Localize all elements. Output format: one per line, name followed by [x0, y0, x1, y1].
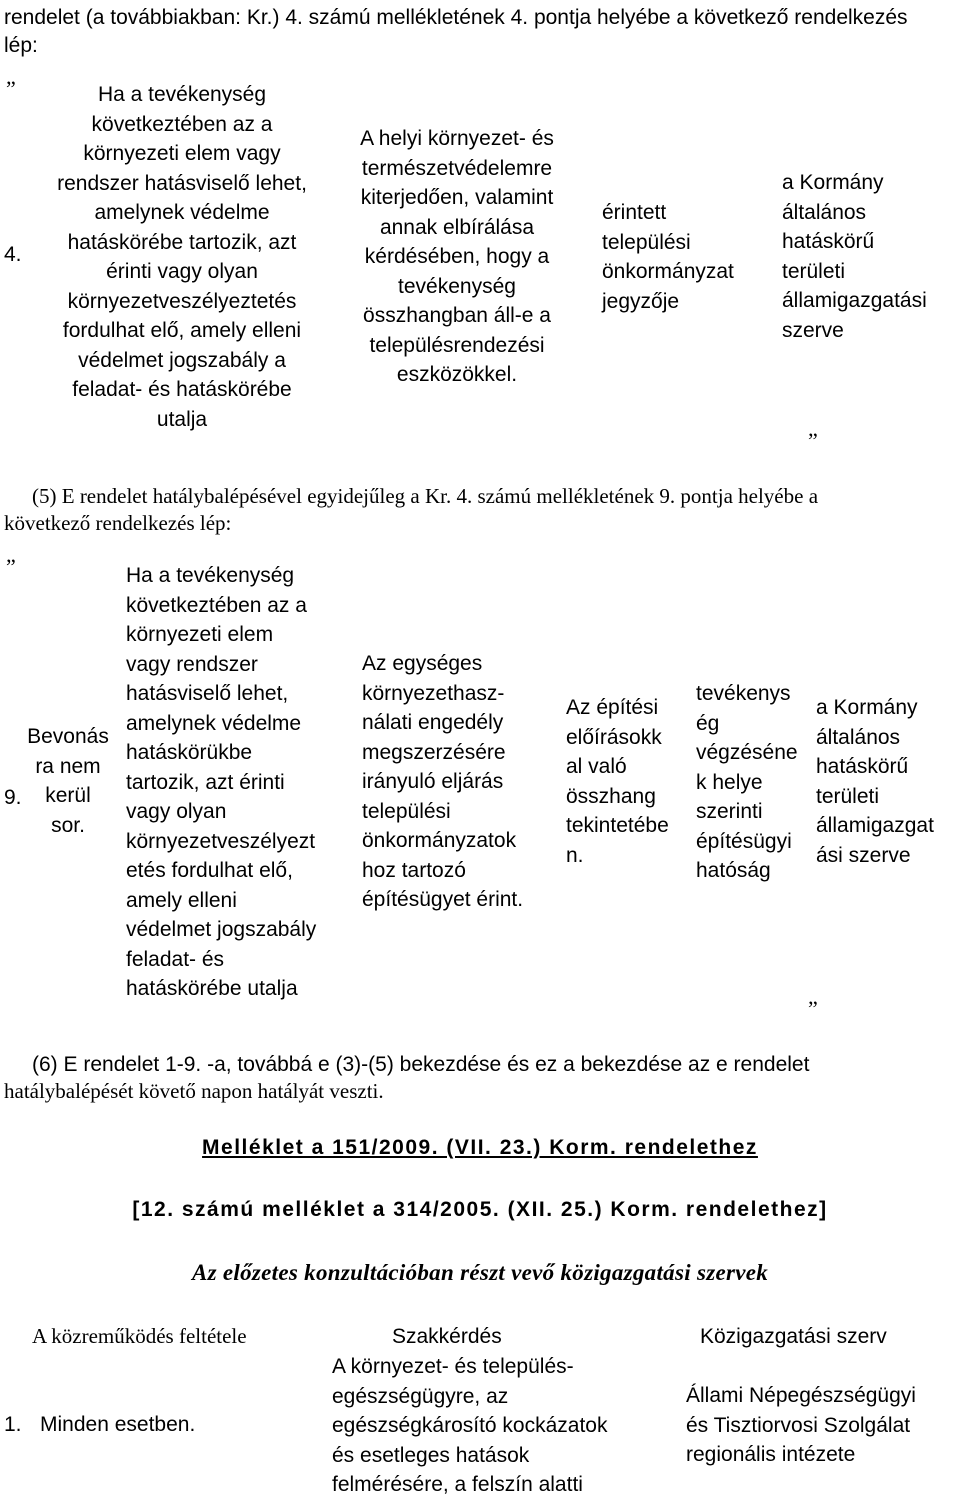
column-header-condition: A közreműködés feltétele [32, 1324, 247, 1348]
matter-cell: Az egységes környezethasz- nálati engedély megszerzésére irányuló eljárás települési önkormányzatok hoz tartozó építésügyet érint. [362, 652, 524, 911]
row-number-digit: 9. [4, 785, 22, 809]
authority-cell: Állami Népegészségügyi és Tisztiorvosi Szolgálat regionális intézete [686, 1384, 916, 1466]
row-number: 4. [4, 243, 22, 266]
annex-subtitle: [12. számú melléklet a 314/2005. (XII. 25.) Korm. rendelethez] [132, 1198, 828, 1221]
closing-quote: ” [808, 428, 818, 453]
paragraph-6-line-2: hatálybalépését követő napon hatályát veszti. [4, 1079, 384, 1103]
row-status-cell: Bevonás ra nem kerül sor. [27, 725, 109, 837]
authority-cell: tevékenys ég végzéséne k helye szerinti építésügyi hatóság [696, 682, 798, 882]
paragraph-6-line-1: (6) E rendelet 1-9. -a, továbbá e (3)-(5) bekezdése és ez a bekezdése az e rendelet [32, 1053, 810, 1076]
intro-line-1: rendelet (a továbbiakban: Kr.) 4. számú mellékletének 4. pontja helyébe a következő rendelkezés [4, 6, 908, 29]
row-number: 1. [4, 1413, 22, 1436]
second-instance-cell: a Kormány általános hatáskörű területi államigazgatási szerve [782, 171, 927, 342]
second-instance-cell: a Kormány általános hatáskörű területi államigazgat ási szerve [816, 696, 934, 867]
matter-cell: A környezet- és település- egészségügyre, az egészségkárosító kockázatok és esetleges hatások felmérésére, a felszín alatti [332, 1355, 608, 1496]
authority-cell: érintett települési önkormányzat jegyzője [602, 201, 734, 313]
intro-line-2: lép: [4, 34, 38, 57]
opening-quote: „ [6, 542, 16, 567]
closing-quote: ” [808, 996, 818, 1021]
matter-cell: A helyi környezet- és természetvédelemre kiterjedően, valamint annak elbírálása kérdésében, hogy a tevékenység összhangban áll-e a településrendezési eszközökkel. [360, 127, 554, 386]
annex-heading: Az előzetes konzultációban részt vevő közigazgatási szervek [191, 1260, 769, 1285]
condition-cell: Minden esetben. [40, 1413, 196, 1436]
condition-cell: Ha a tevékenység következtében az a környezeti elem vagy rendszer hatásviselő lehet, amelynek védelme hatáskörébe tartozik, azt érinti vagy olyan környezetveszélyeztetés fordulhat elő, amely elleni védelmet jogszabály a feladat- és hatáskörébe utalja [57, 83, 307, 431]
rules-cell: Az építési előírásokk al való összhang tekintetébe n. [566, 696, 669, 867]
column-header-authority: Közigazgatási szerv [700, 1325, 887, 1348]
column-header-matter: Szakkérdés [392, 1325, 502, 1348]
paragraph-5-line-2: következő rendelkezés lép: [4, 511, 232, 535]
condition-cell: Ha a tevékenység következtében az a környezeti elem vagy rendszer hatásviselő lehet, amelynek védelme hatáskörükbe tartozik, azt érinti vagy olyan környezetveszélyezt etés fordulhat elő, amely elleni védelmet jogszabály feladat- és hatáskörébe utalja [126, 564, 317, 1000]
annex-title: Melléklet a 151/2009. (VII. 23.) Korm. rendelethez [202, 1136, 758, 1159]
opening-quote: „ [6, 64, 16, 89]
paragraph-5-line-1: (5) E rendelet hatálybalépésével egyidejűleg a Kr. 4. számú mellékletének 9. pontja helyébe a [32, 484, 819, 508]
